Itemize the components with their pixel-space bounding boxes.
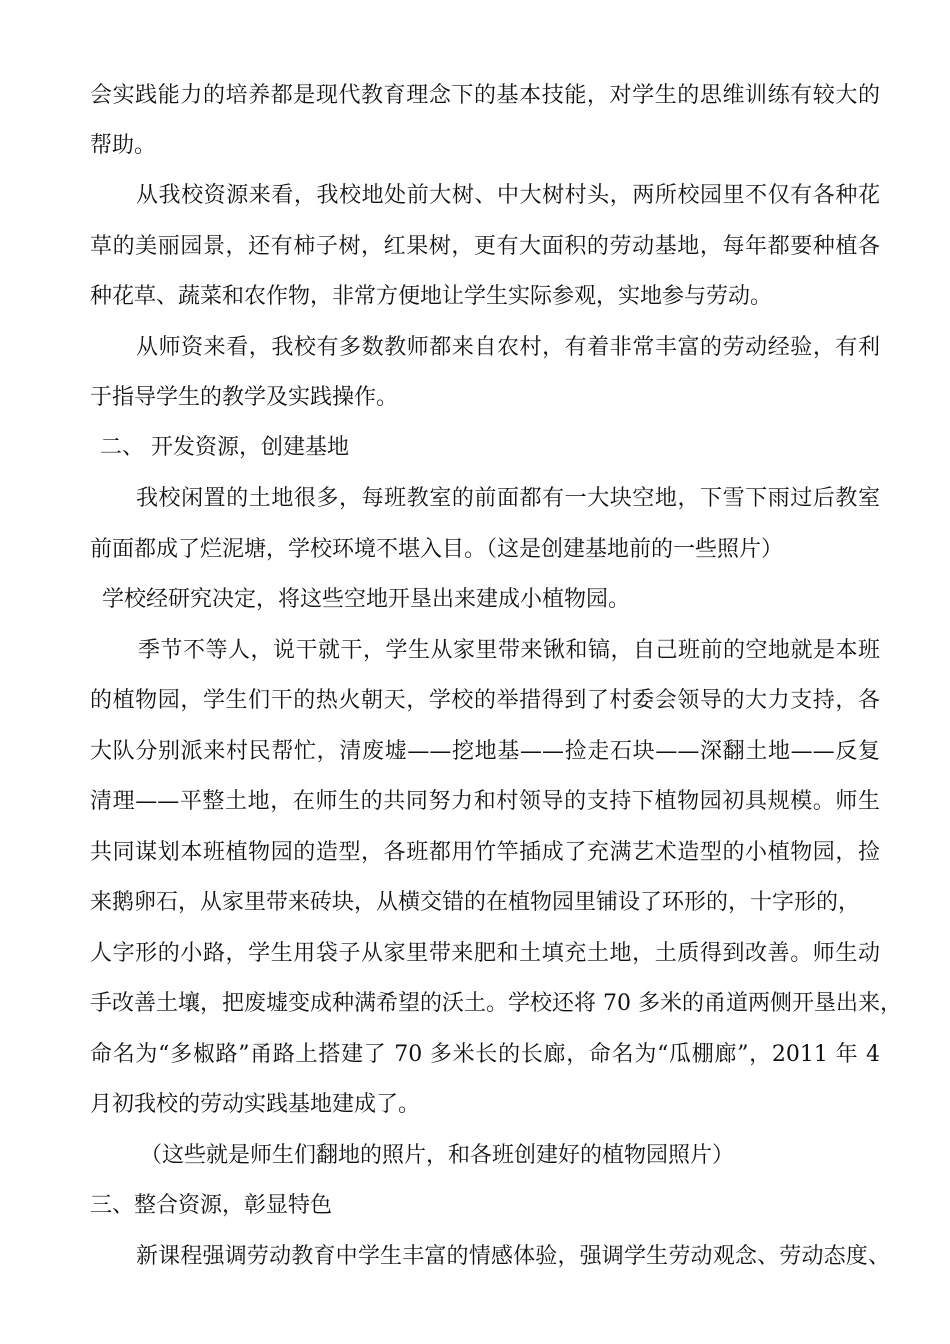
text-line: 于指导学生的教学及实践操作。 — [90, 385, 399, 410]
text-line: 命名为“多椒路”甬路上搭建了 70 多米长的长廊，命名为“瓜棚廊”，2011 年 4 — [90, 1042, 880, 1067]
text-line: 月初我校的劳动实践基地建成了。 — [90, 1092, 421, 1117]
section-heading-2: 二、 开发资源，创建基地 — [100, 435, 349, 460]
text-line: 会实践能力的培养都是现代教育理念下的基本技能，对学生的思维训练有较大的 — [90, 83, 880, 108]
text-line: 前面都成了烂泥塘，学校环境不堪入目。（这是创建基地前的一些照片） — [90, 537, 784, 562]
text-line: 清理——平整土地，在师生的共同努力和村领导的支持下植物园初具规模。师生 — [90, 789, 880, 814]
text-line: 帮助。 — [90, 133, 157, 158]
text-line: 季节不等人，说干就干，学生从家里带来锹和镐，自己班前的空地就是本班 — [138, 638, 880, 663]
text-line: 学校经研究决定，将这些空地开垦出来建成小植物园。 — [102, 587, 631, 612]
text-line: 我校闲置的土地很多，每班教室的前面都有一大块空地，下雪下雨过后教室 — [136, 486, 880, 511]
text-line: 新课程强调劳动教育中学生丰富的情感体验，强调学生劳动观念、劳动态度、 — [136, 1244, 890, 1269]
text-line: 草的美丽园景，还有柿子树，红果树，更有大面积的劳动基地，每年都要种植各 — [90, 234, 880, 259]
section-heading-3: 三、整合资源，彰显特色 — [90, 1193, 333, 1218]
text-line: 从师资来看，我校有多数教师都来自农村，有着非常丰富的劳动经验，有利 — [136, 335, 880, 360]
text-line: 种花草、蔬菜和农作物，非常方便地让学生实际参观，实地参与劳动。 — [90, 284, 773, 309]
text-line: 手改善土壤，把废墟变成种满希望的沃土。学校还将 70 多米的甬道两侧开垦出来， — [90, 991, 902, 1016]
text-line: 来鹅卵石，从家里带来砖块，从横交错的在植物园里铺设了环形的，十字形的， — [90, 890, 861, 915]
text-line: （这些就是师生们翻地的照片，和各班创建好的植物园照片） — [140, 1143, 735, 1168]
text-line: 的植物园，学生们干的热火朝天，学校的举措得到了村委会领导的大力支持，各 — [90, 688, 880, 713]
text-line: 从我校资源来看，我校地处前大树、中大树村头，两所校园里不仅有各种花 — [136, 183, 880, 208]
text-line: 大队分别派来村民帮忙，清废墟——挖地基——捡走石块——深翻土地——反复 — [90, 739, 880, 764]
text-line: 共同谋划本班植物园的造型，各班都用竹竿插成了充满艺术造型的小植物园，捡 — [90, 840, 880, 865]
text-line: 人字形的小路，学生用袋子从家里带来肥和土填充土地，土质得到改善。师生动 — [90, 941, 880, 966]
